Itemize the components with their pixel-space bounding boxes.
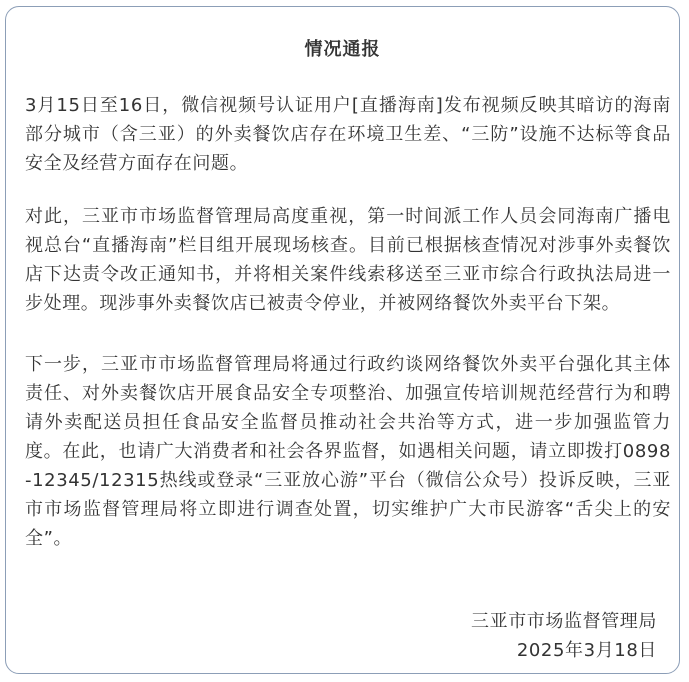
notice-title: 情况通报: [304, 39, 381, 60]
notice-frame: [5, 6, 680, 674]
notice-paragraph-3: 下一步，三亚市市场监督管理局将通过行政约谈网络餐饮外卖平台强化其主体责任、对外卖餐饮店开展食品安全专项整治、加强宣传培训规范经营行为和聘请外卖配送员担任食品安全监督员推动社会共治等方式，进一步加强监管力度。在此，也请广大消费者和社会各界监督，如遇相关问题，请立即拨打0898-12345/12315热线或登录“三亚放心游”平台（微信公众号）投诉反映，三亚市市场监督管理局将立即进行调查处置，切实维护广大市民游客“舌尖上的安全”。: [25, 354, 671, 549]
notice-paragraph-2: 对此，三亚市市场监督管理局高度重视，第一时间派工作人员会同海南广播电视总台“直播海南”栏目组开展现场核查。目前已根据核查情况对涉事外卖餐饮店下达责令改正通知书，并将相关案件线索移送至三亚市综合行政执法局进一步处理。现涉事外卖餐饮店已被责令停业，并被网络餐饮外卖平台下架。: [25, 206, 671, 314]
notice-paragraph-1: 3月15日至16日，微信视频号认证用户[直播海南]发布视频反映其暗访的海南部分城市（含三亚）的外卖餐饮店存在环境卫生差、“三防”设施不达标等食品安全及经营方面存在问题。: [25, 95, 671, 174]
signature-organization: 三亚市市场监督管理局: [471, 611, 657, 632]
signature-date: 2025年3月18日: [516, 640, 657, 661]
